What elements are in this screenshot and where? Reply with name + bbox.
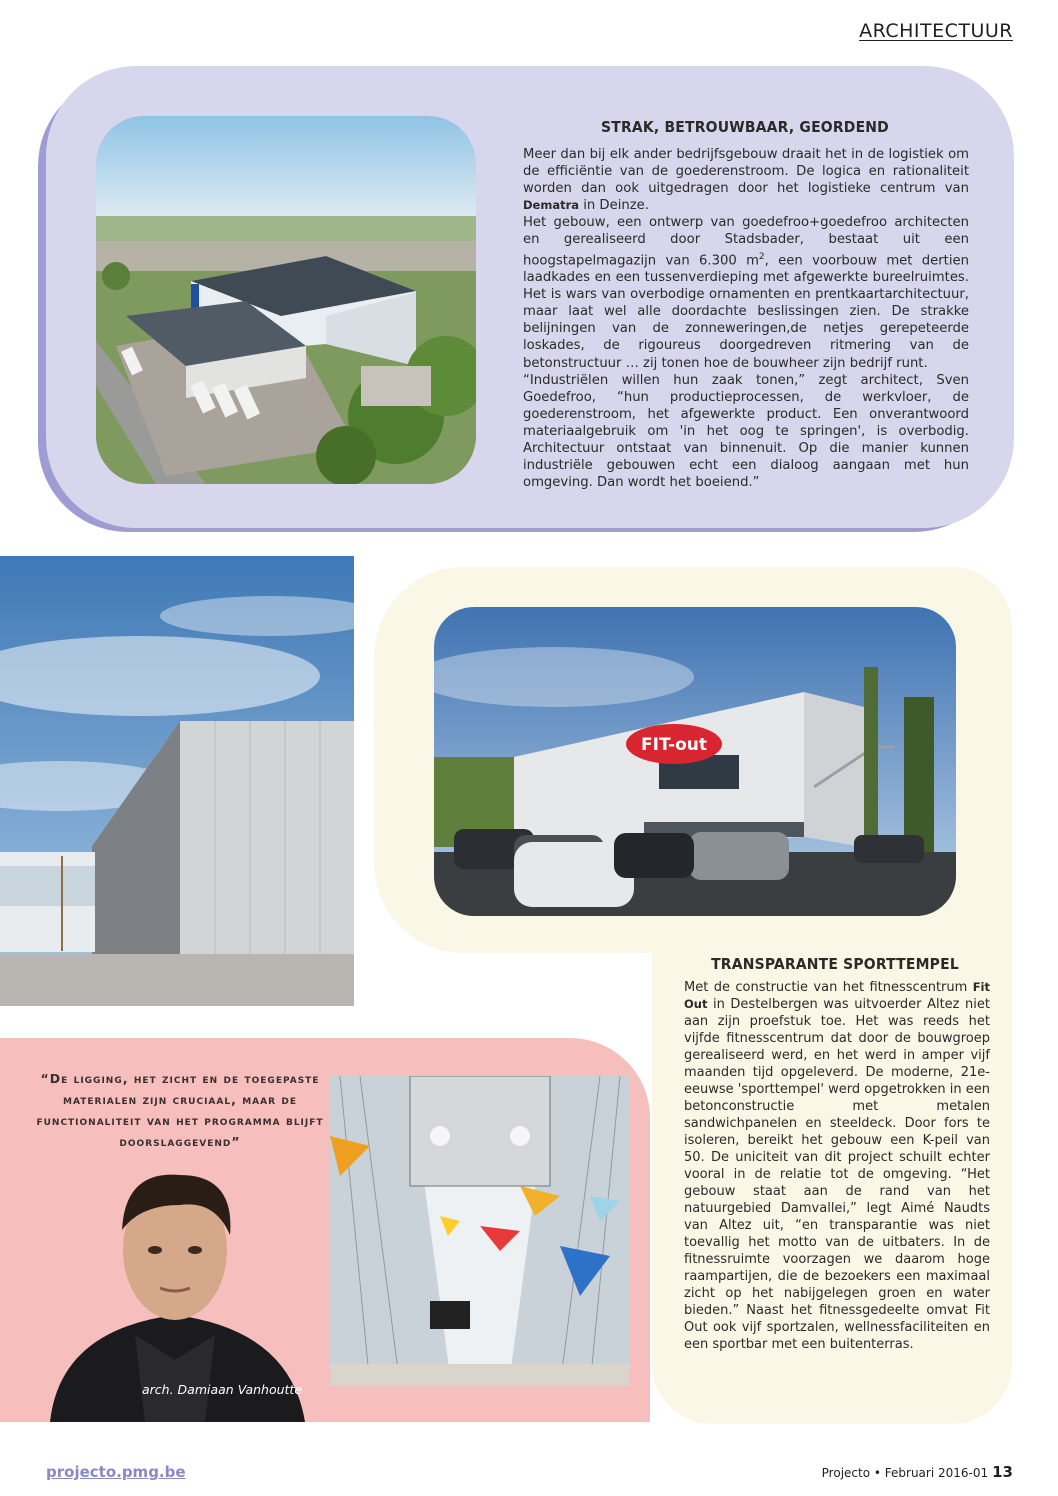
company-name: Fit Out <box>684 980 990 1011</box>
facade-photo <box>0 556 354 1006</box>
pull-quote: “De ligging, het zicht en de toegepaste materialen zijn cruciaal, maar de functionaliteit van het programma blijft doorslaggevend” <box>36 1071 324 1149</box>
paragraph <box>523 214 969 371</box>
article-body <box>684 979 990 1353</box>
issue-label: Projecto • Februari 2016-01 <box>821 1466 989 1480</box>
article-heading: TRANSPARANTE SPORTTEMPEL <box>711 955 959 973</box>
paragraph <box>523 146 969 214</box>
footer-website-link[interactable]: projecto.pmg.be <box>46 1463 186 1481</box>
page-number: 13 <box>992 1463 1013 1481</box>
section-label: ARCHITECTUUR <box>859 20 1013 42</box>
article-heading: STRAK, BETROUWBAAR, GEORDEND <box>601 118 889 136</box>
article-body <box>523 146 969 491</box>
text-run: Meer dan bij elk ander bedrijfsgebouw draait het in de logistiek om de efficiëntie van de goederenstroom. De logica en rationaliteit worden dan ook uitgedragen door het logistieke centrum van <box>523 147 969 197</box>
fitness-center-photo <box>434 607 956 916</box>
paragraph: “Industriëlen willen hun zaak tonen,” zegt architect, Sven Goedefroo, “hun productieprocessen, de werkvloer, de goederenstroom, het afgewerkte product. Een onverantwoord materiaalgebruik om 'in het oog te springen', is overbodig. Architectuur ontstaat van binnenuit. Op die manier kunnen industriële gebouwen echt een dialoog aangaan met hun omgeving. Dan wordt het boeiend.” <box>523 372 969 491</box>
text-run: in Destelbergen was uitvoerder Altez niet aan zijn proefstuk toe. Het was reeds het vijfde fitnesscentrum dat door de bouwgroep gerealiseerd werd, en het werd in amper vijf maanden tijd opgeleverd. De moderne, 21e-eeuwse 'sporttempel' werd opgetrokken in een betonconstructie met metalen sandwichpanelen en steeldeck. Door fors te isoleren, bereikt het gebouw een K-peil van 50. De uniciteit van dit project schuilt echter vooral in de relatie tot de omgeving. “Het gebouw staat aan de rand van het natuurgebied Damvallei,” legt Aimé Naudts van Altez uit, “en transparantie was niet toevallig het motto van de uitbaters. In de fitnessruimte voorzagen we daarom hoge raampartijen, die de bezoekers een maximaal zicht op het nabijgelegen groen en water bieden.” Naast het fitnessgedeelte omvat Fit Out ook vijf sportzalen, wellnessfaciliteiten en een sportbar met een buitenterras. <box>684 997 990 1352</box>
text-run: in Deinze. <box>579 198 649 214</box>
atrium-photo <box>330 1076 630 1386</box>
company-name: Dematra <box>523 198 580 213</box>
footer-issue <box>822 1463 1013 1481</box>
logistics-center-photo <box>96 116 476 484</box>
text-run: Met de constructie van het fitnesscentrum <box>684 980 973 995</box>
photo-caption: arch. Damiaan Vanhoutte <box>142 1382 303 1397</box>
text-run: , een voorbouw met dertien laadkades en een tussenverdieping met afgewerkte bureelruimtes. Het is wars van overbodige ornamenten en prentkaartarchitectuur, maar laat wel alle doordachte beslissingen zien. De strakke belijningen van de zonneweringen,de netjes gerepeteerde loskades, de rigoureus doorgedreven ritmering van de betonstructuur … zij tonen hoe de bouwheer zijn bedrijf runt. <box>523 252 969 371</box>
paragraph <box>684 979 990 1353</box>
superscript: 2 <box>758 251 765 262</box>
fit-out-sign: FIT-out <box>641 735 707 755</box>
text-run: Het gebouw, een ontwerp van goedefroo+goedefroo architecten en gerealiseerd door Stadsbader, bestaat uit een hoogstapelmagazijn van 6.300 m <box>523 215 969 268</box>
